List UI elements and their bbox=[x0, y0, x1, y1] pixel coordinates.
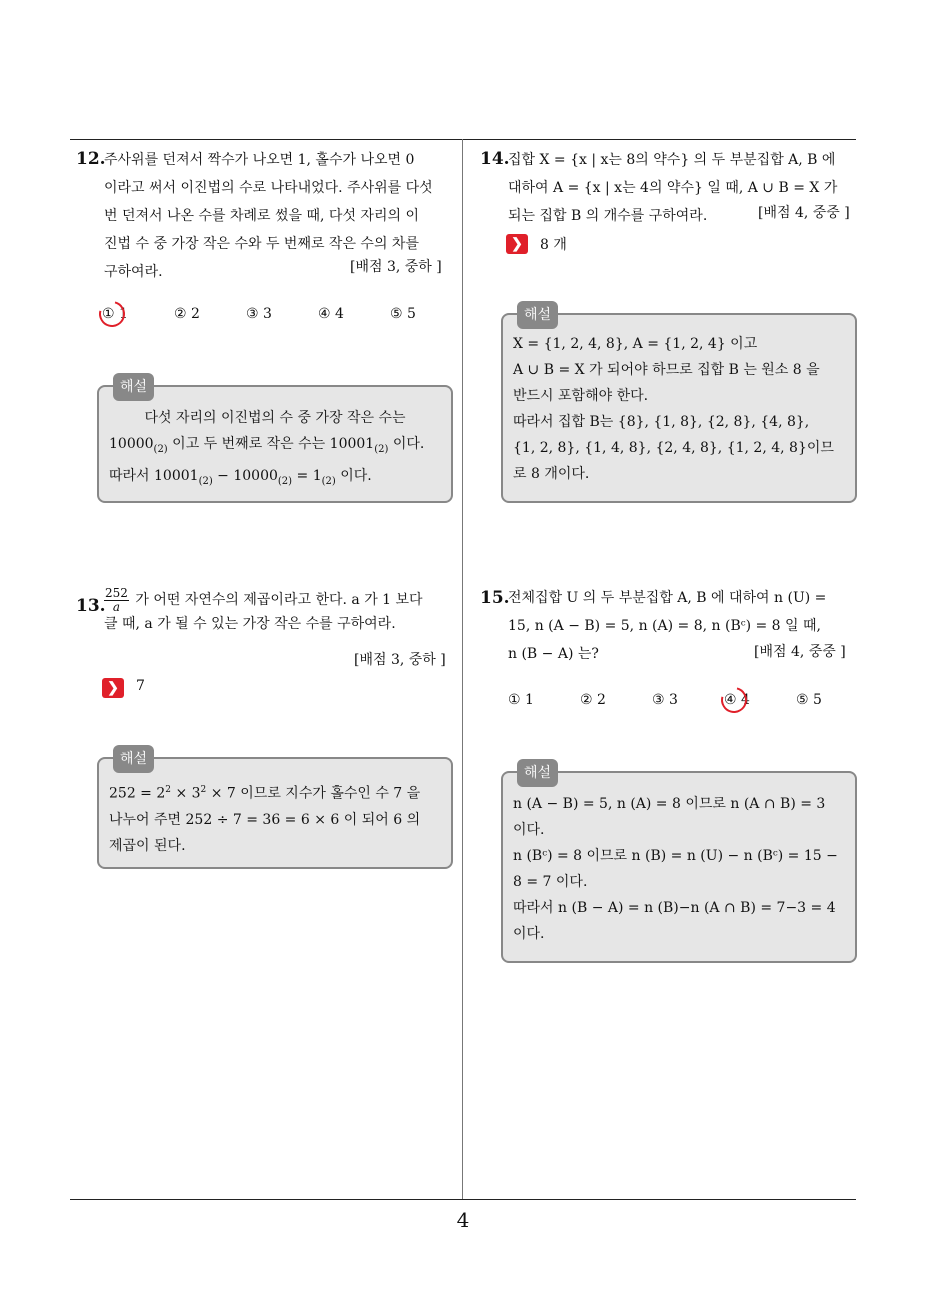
solution-label: 해설 bbox=[113, 373, 154, 401]
chevron-right-icon: ❯ bbox=[102, 678, 124, 698]
solution-line: 로 8 개이다. bbox=[513, 466, 590, 482]
choice-1[interactable]: ① 1 bbox=[102, 306, 128, 322]
solution-line: 따라서 $10001_{(2)} - 10000_{(2)} = 1_{(2)}$ 이다. bbox=[109, 467, 372, 487]
solution-line: A ∪ B = X 가 되어야 하므로 집합 B 는 원소 8 을 bbox=[513, 362, 820, 378]
column-divider bbox=[462, 139, 463, 1199]
question-15-score: [배점 4, 중중 ] bbox=[754, 644, 846, 660]
solution-line: n (A − B) = 5, n (A) = 8 이므로 n (A ∩ B) = 3 bbox=[513, 796, 826, 812]
solution-box-15 bbox=[501, 765, 857, 963]
q12-line: 번 던져서 나온 수를 차례로 썼을 때, 다섯 자리의 이 bbox=[104, 208, 419, 224]
page-number: 4 bbox=[456, 1208, 470, 1232]
solution-line: 따라서 n (B − A) = n (B)−n (A ∩ B) = 7−3 = 4 bbox=[513, 900, 836, 916]
solution-line: 8 = 7 이다. bbox=[513, 874, 588, 890]
solution-line: 제곱이 된다. bbox=[109, 837, 186, 854]
solution-line: 이다. bbox=[513, 926, 545, 942]
q12-line: 구하여라. bbox=[104, 264, 163, 280]
question-15-number: 15. bbox=[480, 588, 510, 608]
solution-label: 해설 bbox=[113, 745, 154, 773]
solution-box-12 bbox=[97, 379, 453, 503]
selected-circle-mark bbox=[716, 682, 752, 718]
choice-4[interactable]: ④ 4 bbox=[318, 306, 344, 322]
q14-line: 되는 집합 B 의 개수를 구하여라. bbox=[508, 208, 708, 224]
solution-label: 해설 bbox=[517, 301, 558, 329]
question-12-number: 12. bbox=[76, 149, 106, 169]
solution-label: 해설 bbox=[517, 759, 558, 787]
question-14-score: [배점 4, 중중 ] bbox=[758, 205, 850, 221]
q14-line: 집합 X = {x | x는 8의 약수} 의 두 부분집합 A, B 에 bbox=[508, 152, 836, 168]
choice-5[interactable]: ⑤ 5 bbox=[796, 692, 822, 708]
q12-line: 진법 수 중 가장 작은 수와 두 번째로 작은 수의 차를 bbox=[104, 236, 419, 252]
choice-2[interactable]: ② 2 bbox=[174, 306, 200, 322]
q12-line: 이라고 써서 이진법의 수로 나타내었다. 주사위를 다섯 bbox=[104, 180, 433, 196]
q13-line: $\frac{252}{a}$ 가 어떤 자연수의 제곱이라고 한다. a 가 1 보다 bbox=[105, 585, 423, 614]
question-13-score: [배점 3, 중하 ] bbox=[354, 652, 446, 668]
solution-box-13 bbox=[97, 751, 453, 869]
choice-5[interactable]: ⑤ 5 bbox=[390, 306, 416, 322]
fraction: $\frac{252}{a}$ bbox=[105, 585, 128, 614]
question-14-number: 14. bbox=[480, 149, 510, 169]
q13-line: 클 때, a 가 될 수 있는 가장 작은 수를 구하여라. bbox=[104, 616, 396, 632]
question-13-answer: 7 bbox=[136, 678, 145, 694]
choice-3[interactable]: ③ 3 bbox=[652, 692, 678, 708]
solution-line: X = {1, 2, 4, 8}, A = {1, 2, 4} 이고 bbox=[513, 336, 758, 352]
chevron-right-icon: ❯ bbox=[506, 234, 528, 254]
solution-line: 나누어 주면 252 ÷ 7 = 36 = 6 × 6 이 되어 6 의 bbox=[109, 811, 421, 828]
choice-1[interactable]: ① 1 bbox=[508, 692, 534, 708]
choice-2[interactable]: ② 2 bbox=[580, 692, 606, 708]
solution-line: 반드시 포함해야 한다. bbox=[513, 388, 649, 404]
question-12-score: [배점 3, 중하 ] bbox=[350, 259, 442, 275]
selected-circle-mark bbox=[94, 296, 130, 332]
q14-line: 대하여 A = {x | x는 4의 약수} 일 때, A ∪ B = X 가 bbox=[508, 180, 838, 196]
choice-4[interactable]: ④ 4 bbox=[724, 692, 750, 708]
q15-line: 전체집합 U 의 두 부분집합 A, B 에 대하여 n (U) = bbox=[508, 590, 827, 606]
solution-line: 따라서 집합 B는 {8}, {1, 8}, {2, 8}, {4, 8}, bbox=[513, 414, 810, 430]
question-14-answer: 8 개 bbox=[540, 237, 567, 253]
solution-line: 이다. bbox=[513, 822, 545, 838]
top-rule bbox=[70, 139, 856, 140]
q15-line: 15, n (A − B) = 5, n (A) = 8, n (Bᶜ) = 8 일 때, bbox=[508, 618, 821, 634]
bottom-rule bbox=[70, 1199, 856, 1200]
solution-line: $252 = 2^2 \times 3^2 \times 7$ 이므로 지수가 홀수인 수 7 을 bbox=[109, 785, 421, 802]
solution-line: 다섯 자리의 이진법의 수 중 가장 작은 수는 bbox=[144, 410, 406, 426]
choice-3[interactable]: ③ 3 bbox=[246, 306, 272, 322]
solution-box-14 bbox=[501, 307, 857, 503]
solution-line: {1, 2, 8}, {1, 4, 8}, {2, 4, 8}, {1, 2, 4, 8}이므 bbox=[513, 440, 834, 456]
q15-line: n (B − A) 는? bbox=[508, 646, 599, 662]
solution-line: n (Bᶜ) = 8 이므로 n (B) = n (U) − n (Bᶜ) = 15 − bbox=[513, 848, 838, 864]
question-13-number: 13. bbox=[76, 596, 106, 616]
question-13-text bbox=[104, 586, 460, 638]
q12-line: 주사위를 던져서 짝수가 나오면 1, 홀수가 나오면 0 bbox=[104, 152, 415, 168]
solution-line: $10000_{(2)}$ 이고 두 번째로 작은 수는 $10001_{(2)}$ 이다. bbox=[109, 436, 425, 455]
